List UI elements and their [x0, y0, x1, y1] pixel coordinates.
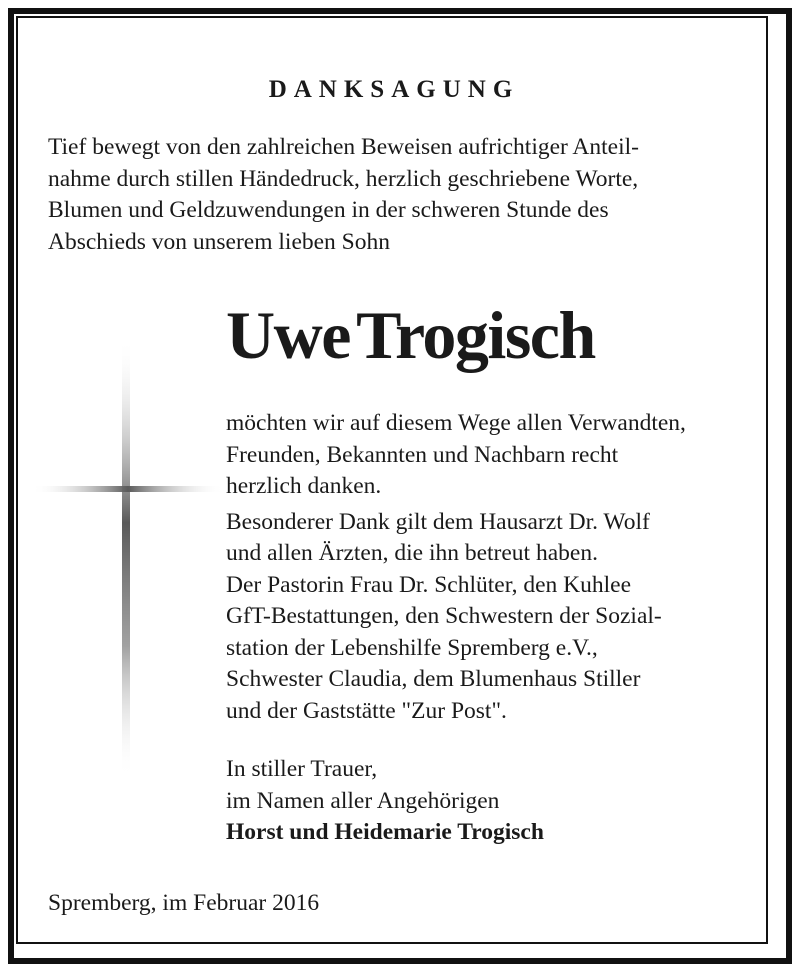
intro-line: Abschieds von unserem lieben Sohn — [48, 228, 391, 255]
special-thanks-line: und allen Ärzten, die ihn betreut haben. — [226, 540, 598, 566]
signature-line: im Namen aller Angehörigen — [226, 787, 500, 814]
intro-line: Blumen und Geldzuwendungen in der schweren Stunde des — [48, 197, 609, 223]
special-thanks-line: Schwester Claudia, dem Blumenhaus Stiller — [226, 666, 641, 692]
special-thanks-line: Der Pastorin Frau Dr. Schlüter, den Kuhlee — [226, 571, 631, 598]
thanks-line: Freunden, Bekannten und Nachbarn recht — [226, 441, 619, 468]
signature-block — [226, 754, 756, 849]
special-thanks-line: station der Lebenshilfe Spremberg e.V., — [226, 634, 598, 661]
special-thanks-line: Besonderer Dank gilt dem Hausarzt Dr. Wolf — [226, 508, 650, 535]
deceased-name: Uwe Trogisch — [226, 297, 595, 373]
intro-line: nahme durch stillen Händedruck, herzlich geschriebene Worte, — [48, 165, 639, 192]
thanks-line: herzlich danken. — [226, 473, 382, 499]
cross-icon — [18, 318, 238, 788]
thanks-line: möchten wir auf diesem Wege allen Verwandten, — [226, 410, 686, 436]
intro-line: Tief bewegt von den zahlreichen Beweisen aufrichtiger Anteil- — [48, 134, 639, 160]
special-thanks-line: und der Gaststätte "Zur Post". — [226, 697, 507, 724]
intro-paragraph — [48, 132, 754, 258]
notice-card — [16, 16, 768, 944]
notice-heading: DANKSAGUNG — [268, 76, 520, 103]
place-date: Spremberg, im Februar 2016 — [48, 890, 320, 916]
thanks-paragraph — [226, 408, 756, 727]
signature-line: In stiller Trauer, — [226, 756, 378, 782]
signature-names: Horst und Heidemarie Trogisch — [226, 819, 544, 845]
special-thanks-line: GfT-Bestattungen, den Schwestern der Sozial- — [226, 603, 662, 629]
